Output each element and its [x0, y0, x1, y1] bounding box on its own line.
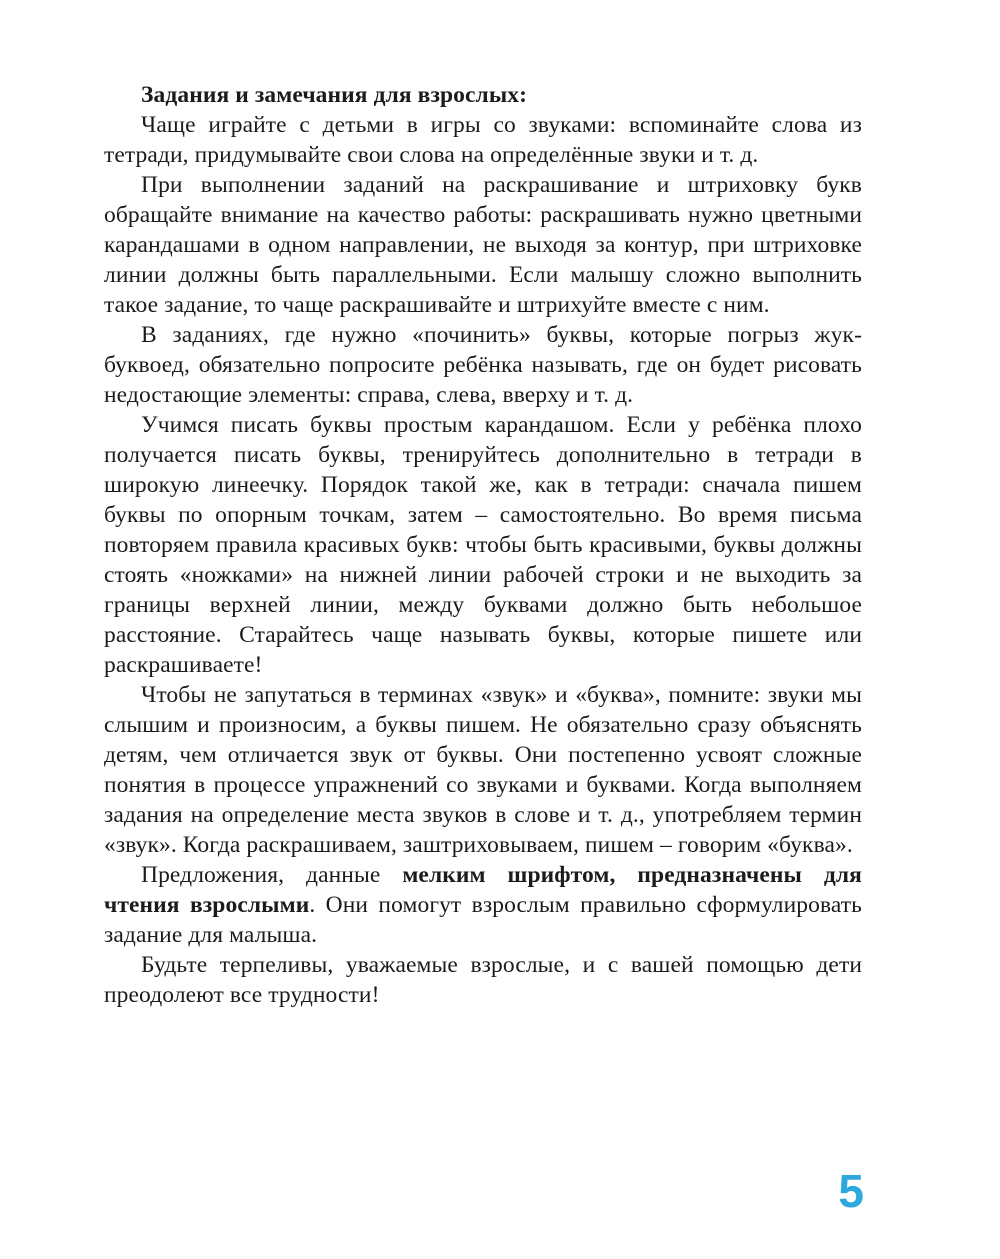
- small-print-note-post: . Они помогут взрослым правильно сформулировать задание для малыша.: [104, 892, 862, 948]
- paragraph-closing-encouragement: Будьте терпеливы, уважаемые взрослые, и с вашей помощью дети преодолеют все трудности!: [104, 952, 862, 1008]
- paragraph-sound-vs-letter: Чтобы не запутаться в терминах «звук» и «буква», помните: звуки мы слышим и произносим, а буквы пишем. Не обязательно сразу объяснять детям, чем отличается звук от буквы. Они постепенно усвоят сложные понятия в процессе упражнений со звуками и буквами. Когда выполняем задания на определение места звуков в слове и т. д., употребляем термин «звук». Когда раскрашиваем, заштриховываем, пишем – говорим «буква».: [104, 682, 862, 858]
- text-block: [104, 80, 862, 1010]
- small-print-note-bold: мелким шрифтом, предназначены для чтения взрослыми: [104, 862, 862, 918]
- paragraph-sounds-games: Чаще играйте с детьми в игры со звуками: вспоминайте слова из тетради, придумывайте свои слова на определённые звуки и т. д.: [104, 112, 862, 168]
- paragraph-coloring-hatching: При выполнении заданий на раскрашивание и штриховку букв обращайте внимание на качество работы: раскрашивать нужно цветными карандашами в одном направлении, не выходя за контур, при штриховке линии должны быть параллельными. Если малышу сложно выполнить такое задание, то чаще раскрашивайте и штрихуйте вместе с ним.: [104, 172, 862, 318]
- page-number: 5: [838, 1165, 864, 1217]
- paragraph-writing-rules: Учимся писать буквы простым карандашом. Если у ребёнка плохо получается писать буквы, тренируйтесь дополнительно в тетради в широкую линеечку. Порядок такой же, как в тетради: сначала пишем буквы по опорным точкам, затем – самостоятельно. Во время письма повторяем правила красивых букв: чтобы быть красивыми, буквы должны стоять «ножками» на нижней линии рабочей строки и не выходить за границы верхней линии, между буквами должно быть небольшое расстояние. Старайтесь чаще называть буквы, которые пишете или раскрашиваете!: [104, 412, 862, 678]
- paragraph-small-print-note: [104, 860, 862, 950]
- small-print-note-pre: Предложения, данные: [141, 862, 403, 888]
- section-heading: Задания и замечания для взрослых:: [141, 82, 528, 108]
- paragraph-letter-repair: В заданиях, где нужно «починить» буквы, которые погрыз жук-буквоед, обязательно попросите ребёнка называть, где он будет рисовать недостающие элементы: справа, слева, вверху и т. д.: [104, 322, 862, 408]
